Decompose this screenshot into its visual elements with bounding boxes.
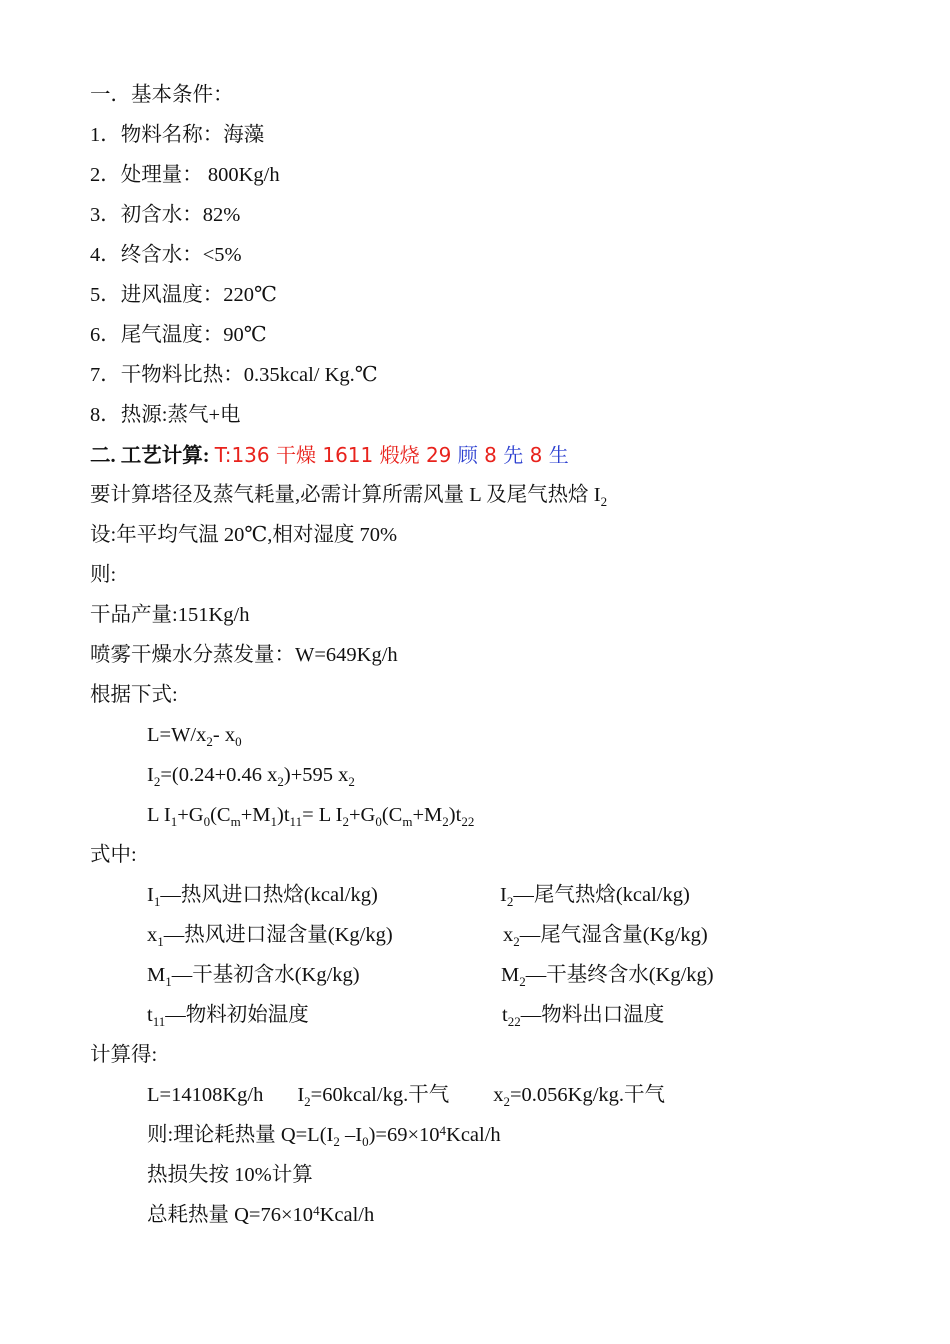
section1-title: 一．基本条件： <box>90 84 234 106</box>
section2-heading <box>90 442 569 468</box>
legend-row <box>147 882 847 908</box>
legend-right: $M_2—$干基终含水(Kg/kg) <box>501 964 714 989</box>
condition-item: 8．热源:蒸气+电 <box>90 404 241 426</box>
result-x2: $x_2=0.056Kg/kg$.干气 <box>493 1084 666 1109</box>
formula-2: $I_2=(0.24+0.46$ $x_2)+595$ $x_2$ <box>147 764 355 789</box>
intro-text <box>90 482 607 508</box>
legend-left: $x_1—$热风进口湿含量(Kg/kg) <box>147 924 393 949</box>
then-text: 则: <box>90 564 117 586</box>
condition-item: 4．终含水：<5% <box>90 244 242 266</box>
heat-loss-text: 热损失按 10%计算 <box>147 1164 313 1186</box>
watermark-text <box>215 443 569 467</box>
assumption-text: 设:年平均气温 20℃,相对湿度 70% <box>90 524 398 546</box>
legend-row <box>147 922 847 948</box>
condition-item: 7．干物料比热：0.35kcal/ Kg.℃ <box>90 364 378 386</box>
legend-row <box>147 962 847 988</box>
watermark-part: T:136 干燥 1611 煅烧 29 <box>214 443 452 467</box>
watermark-part: 8 <box>529 443 543 467</box>
evaporation-text: 喷雾干燥水分蒸发量：W=649Kg/h <box>90 644 398 666</box>
results-line <box>147 1082 665 1108</box>
condition-item: 5．进风温度：220℃ <box>90 284 277 306</box>
formula-1: $L=W/x_2-$ $x_0$ <box>147 724 242 749</box>
theory-heat-line: 则:理论耗热量 $Q=L(I_2$ $-I_0)=69\times 10^4Kcal/h$ <box>147 1123 501 1149</box>
condition-item: 1．物料名称：海藻 <box>90 124 265 146</box>
legend-row <box>147 1002 847 1028</box>
legend-right: $t_{22}—$物料出口温度 <box>502 1004 665 1029</box>
result-I2: $I_2=60kcal/kg$.干气 <box>297 1084 450 1109</box>
condition-item: 3．初含水：82% <box>90 204 241 226</box>
computed-text: 计算得: <box>90 1044 158 1066</box>
watermark-part: 顾 <box>457 443 478 467</box>
condition-item: 2．处理量： 800Kg/h <box>90 164 280 186</box>
formula-intro: 根据下式: <box>90 684 178 706</box>
section2-title: 二. 工艺计算: <box>90 445 210 467</box>
intro-main: 要计算塔径及蒸气耗量,必需计算所需风量 L 及尾气热焓 I <box>90 484 601 506</box>
watermark-part: 先 <box>503 443 524 467</box>
condition-item: 6．尾气温度：90℃ <box>90 324 267 346</box>
legend-left: $t_{11}—$物料初始温度 <box>147 1004 309 1029</box>
product-text: 干品产量:151Kg/h <box>90 604 250 626</box>
watermark-part: 生 <box>548 443 569 467</box>
total-heat-line: 总耗热量 $Q=76\times 10^4Kcal/h$ <box>147 1203 375 1226</box>
result-L: L=14108Kg/h <box>147 1084 264 1106</box>
formula-3: L $I_1+G_0(C_m+M_1)t_{11}= L$ $I_2+G_0(C_m+M_2)t_{22}$ <box>147 804 475 829</box>
legend-left: $I_1—$热风进口热焓(kcal/kg) <box>147 884 378 909</box>
where-text: 式中: <box>90 844 137 866</box>
intro-sub: 2 <box>600 494 608 509</box>
watermark-part: 8 <box>484 443 497 467</box>
legend-right: $I_2—$尾气热焓(kcal/kg) <box>500 884 690 909</box>
legend-left: $M_1—$干基初含水(Kg/kg) <box>147 964 360 989</box>
legend-right: $x_2—$尾气湿含量(Kg/kg) <box>503 924 708 949</box>
